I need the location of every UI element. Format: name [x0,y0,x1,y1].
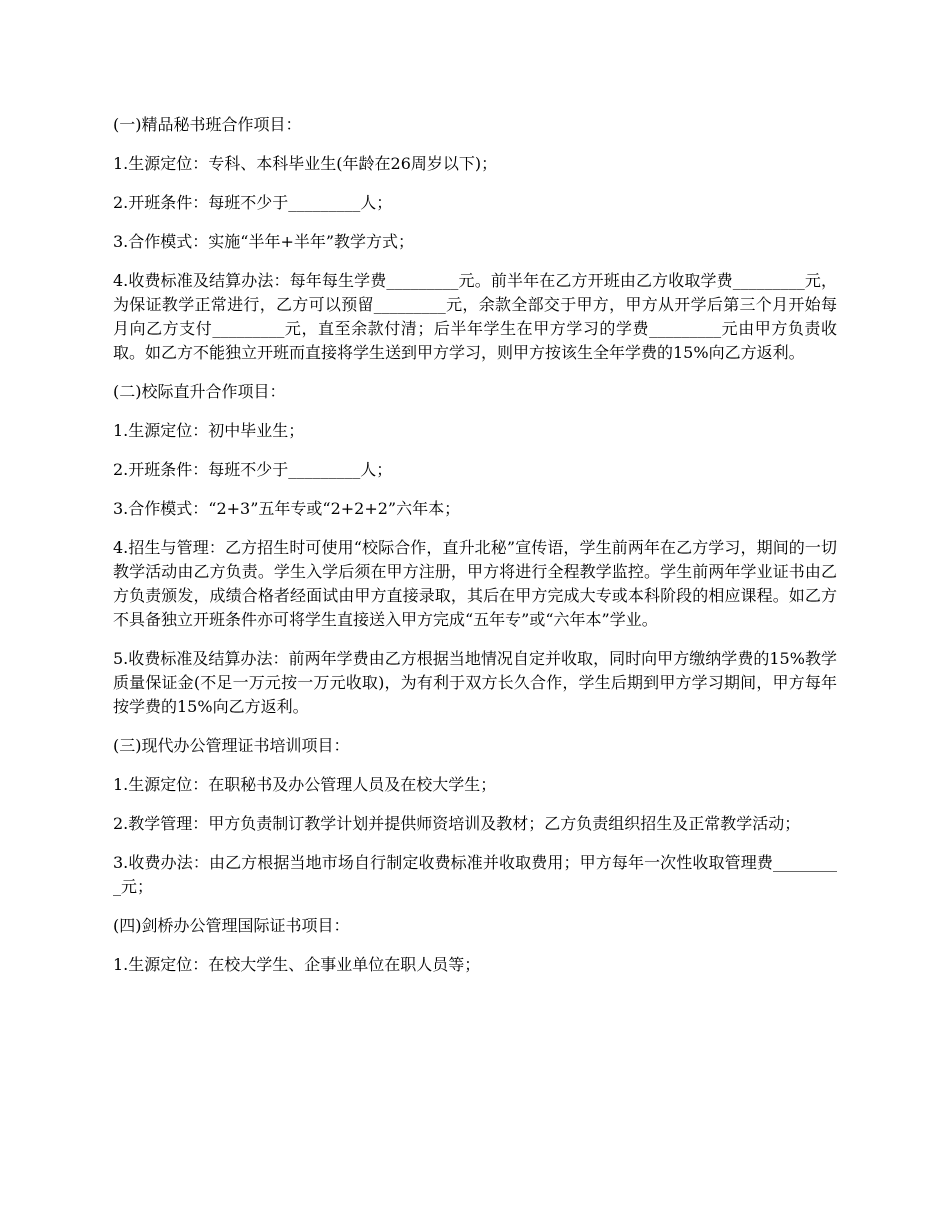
paragraph: 5.收费标准及结算办法：前两年学费由乙方根据当地情况自定并收取，同时向甲方缴纳学费的15%教学质量保证金(不足一万元按一万元收取)，为有利于双方长久合作，学生后期到甲方学习期间，甲方每年按学费的15%向乙方返利。 [113,649,837,716]
paragraph: 2.开班条件：每班不少于_________人； [113,193,393,212]
paragraph: 1.生源定位：专科、本科毕业生(年龄在26周岁以下)； [113,154,498,173]
section-heading-4: (四)剑桥办公管理国际证书项目： [113,916,350,935]
paragraph: 1.生源定位：初中毕业生； [113,421,305,440]
paragraph: 3.合作模式：“2+3”五年专或“2+2+2”六年本； [113,499,461,518]
section-heading-3: (三)现代办公管理证书培训项目： [113,736,350,755]
paragraph: 1.生源定位：在校大学生、企事业单位在职人员等； [113,955,481,974]
paragraph: 2.教学管理：甲方负责制订教学计划并提供师资培训及教材；乙方负责组织招生及正常教学活动； [113,814,801,833]
paragraph: 4.招生与管理：乙方招生时可使用“校际合作，直升北秘”宣传语，学生前两年在乙方学习，期间的一切教学活动由乙方负责。学生入学后须在甲方注册，甲方将进行全程教学监控。学生前两年学业证书由乙方负责颁发，成绩合格者经面试由甲方直接录取，其后在甲方完成大专或本科阶段的相应课程。如乙方不具备独立开班条件亦可将学生直接送入甲方完成“五年专”或“六年本”学业。 [113,538,837,629]
section-heading-2: (二)校际直升合作项目： [113,382,286,401]
paragraph: 2.开班条件：每班不少于_________人； [113,460,393,479]
paragraph: 3.合作模式：实施“半年+半年”教学方式； [113,232,415,251]
section-heading-1: (一)精品秘书班合作项目： [113,115,302,134]
paragraph: 4.收费标准及结算办法：每年每生学费_________元。前半年在乙方开班由乙方收取学费_________元，为保证教学正常进行，乙方可以预留_________元，余款全部交于甲方，甲方从开学后第三个月开始每月向乙方支付_________元，直至余款付清；后半年学生在甲方学习的学费_________元由甲方负责收取。如乙方不能独立开班而直接将学生送到甲方学习，则甲方按该生全年学费的15%向乙方返利。 [113,271,837,362]
document-page [113,113,837,992]
paragraph: 1.生源定位：在职秘书及办公管理人员及在校大学生； [113,775,497,794]
paragraph: 3.收费办法：由乙方根据当地市场自行制定收费标准并收取费用；甲方每年一次性收取管理费_________元； [113,853,837,896]
